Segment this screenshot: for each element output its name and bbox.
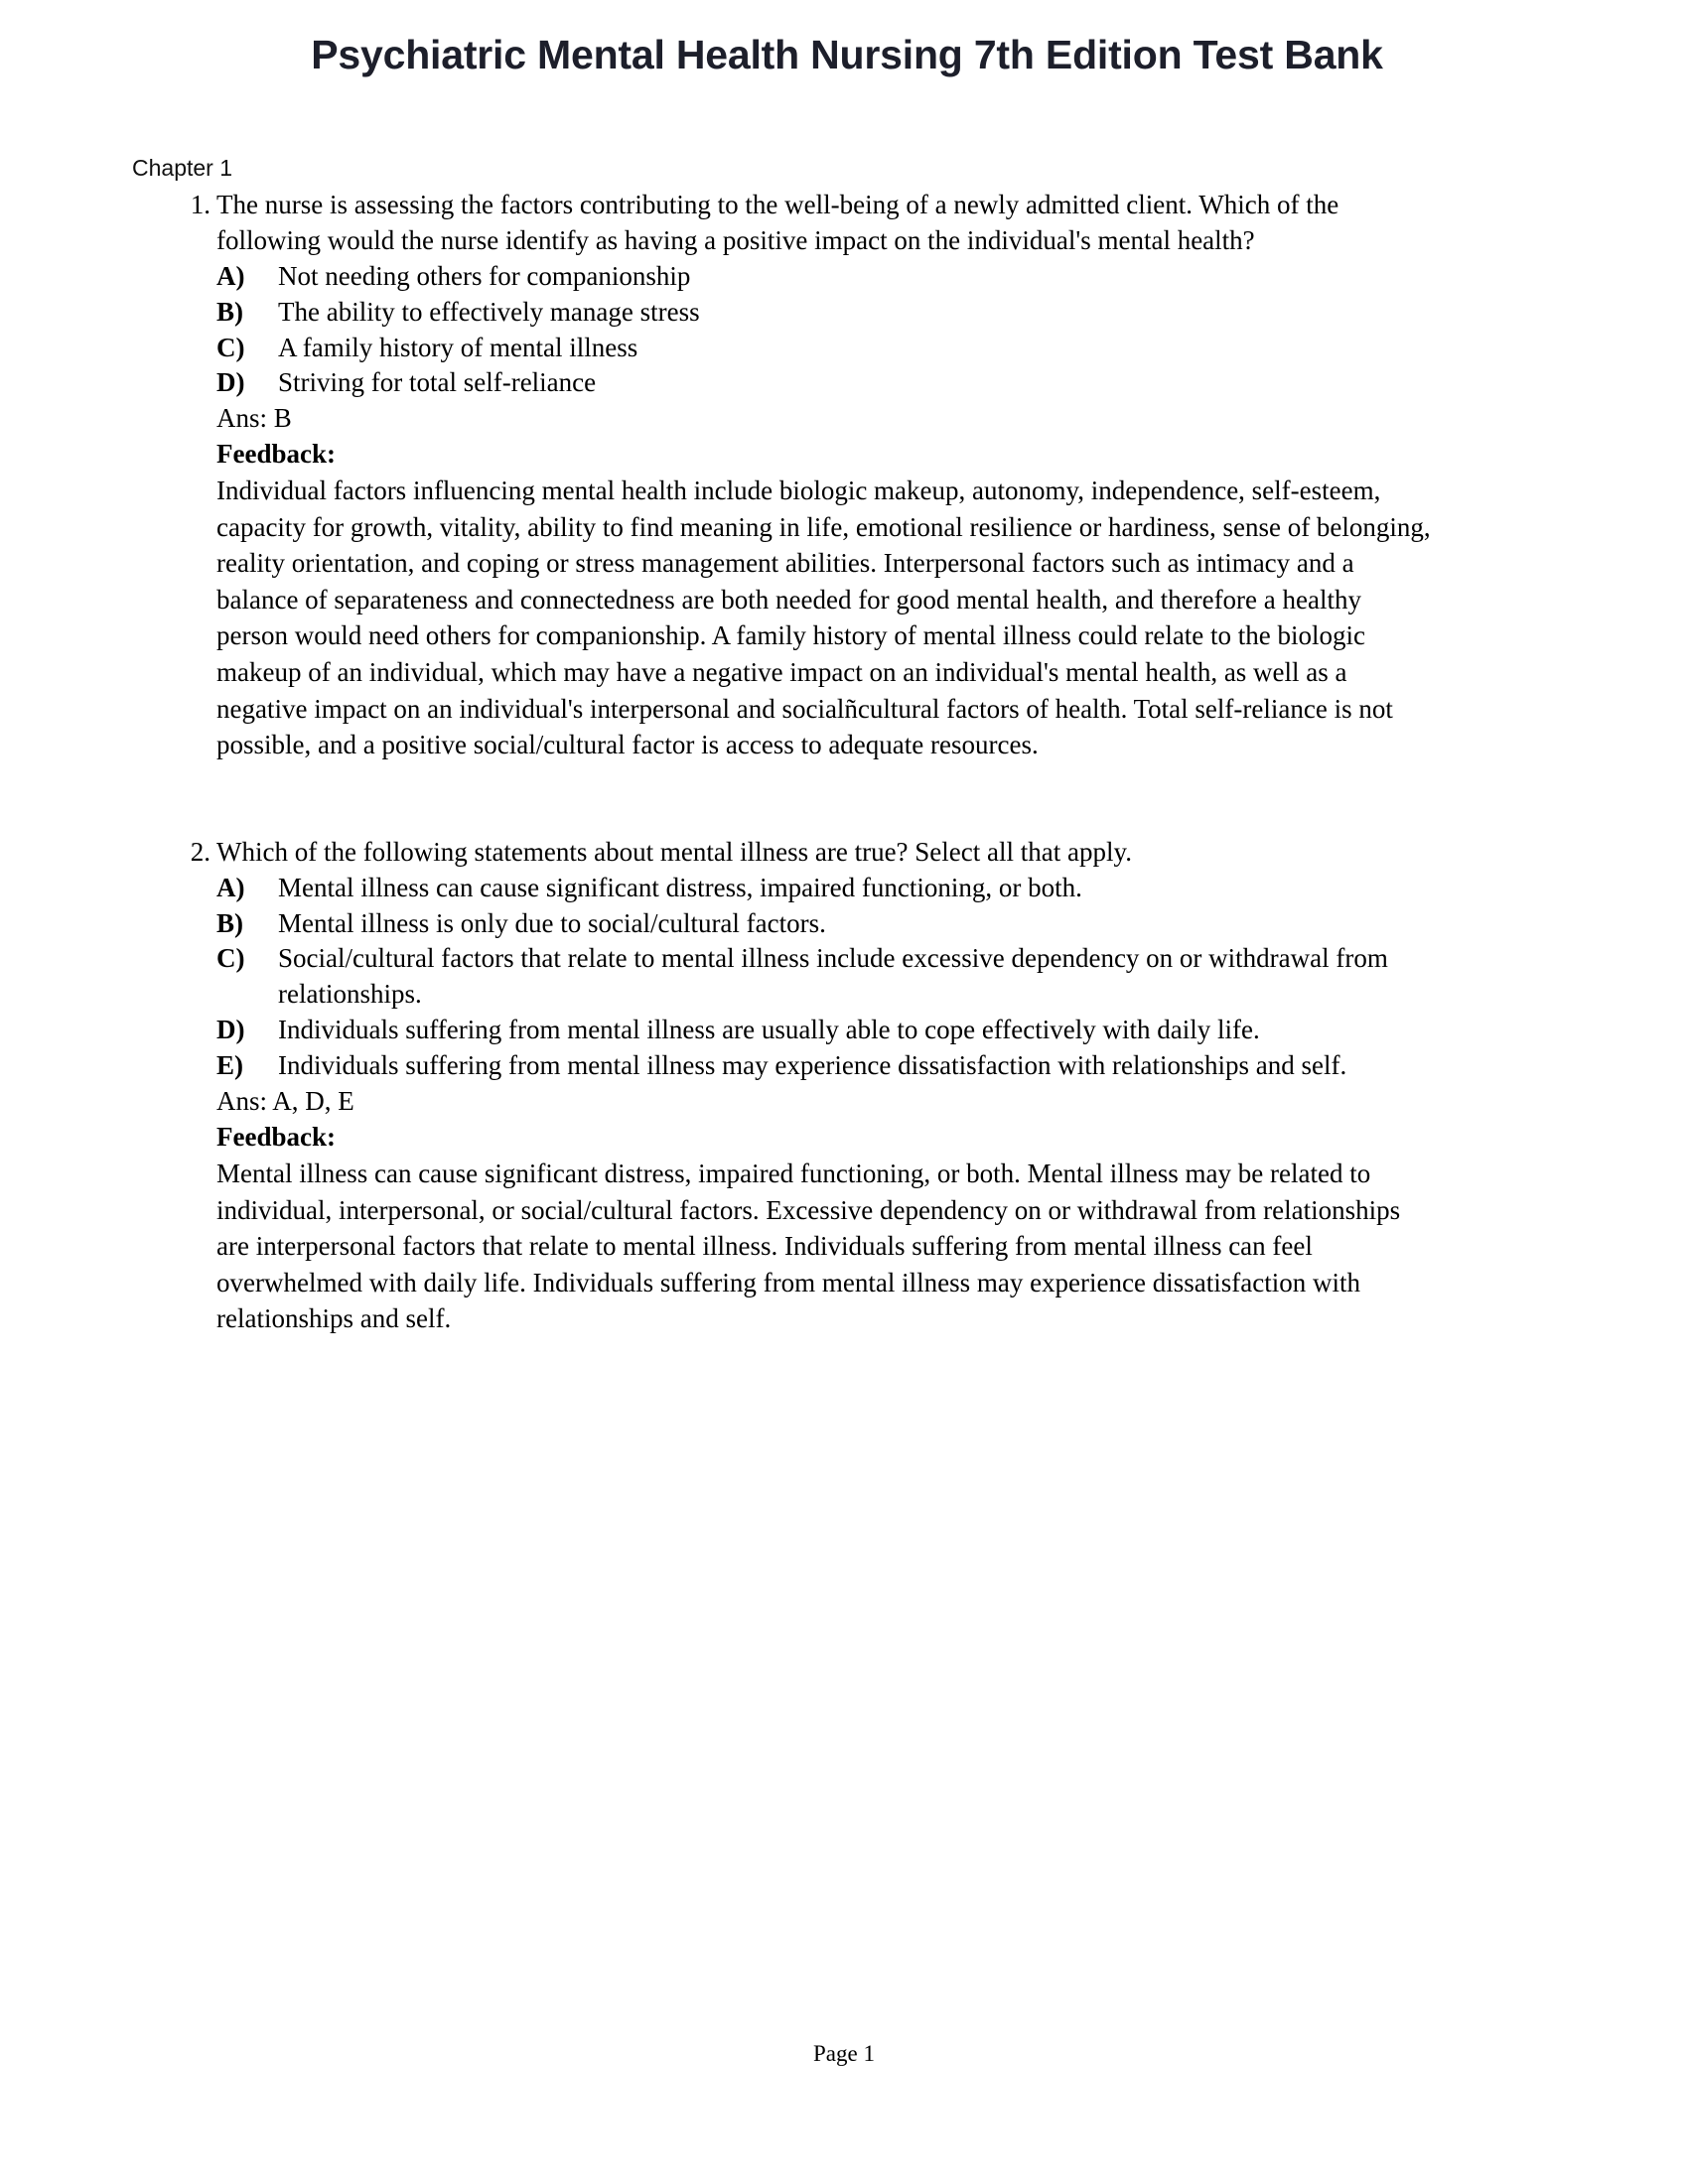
answer-option-text: Not needing others for companionship (278, 260, 691, 291)
answer-option-letter: A) (216, 872, 245, 902)
feedback-label: Feedback: (216, 1122, 336, 1153)
answer-option[interactable] (216, 259, 1433, 295)
answer-option[interactable] (216, 1013, 1433, 1048)
chapter-heading: Chapter 1 (132, 155, 233, 181)
question-item (132, 835, 1433, 1337)
answer-option[interactable] (216, 331, 1433, 366)
answer-option-text: Striving for total self-reliance (278, 367, 597, 398)
answer-option-letter: E) (216, 1050, 243, 1081)
question-stem: The nurse is assessing the factors contributing to the well-being of a newly admitted client. Which of the following would the nurse identify as having a positive impact on the individual's mental health? (216, 189, 1339, 255)
answer-option-text: Social/cultural factors that relate to mental illness include excessive dependency on or withdrawal from relationships. (278, 943, 1388, 1010)
answer-option[interactable] (216, 1048, 1433, 1084)
answer-option-text: Mental illness is only due to social/cultural factors. (278, 907, 826, 938)
question-list (132, 188, 1433, 1337)
question-item (132, 188, 1433, 763)
answer-option[interactable] (216, 295, 1433, 331)
answer-option-letter: D) (216, 1015, 245, 1045)
answer-option-text: A family history of mental illness (278, 332, 638, 362)
answer-option-letter: C) (216, 943, 245, 974)
page-title: Psychiatric Mental Health Nursing 7th Edition Test Bank (311, 32, 1383, 77)
document-body (132, 154, 1433, 1337)
answer-option-list (216, 259, 1433, 402)
answer-option-letter: B) (216, 907, 243, 938)
answer-option-letter: A) (216, 260, 245, 291)
answer-option-text: Individuals suffering from mental illness are usually able to cope effectively with daily life. (278, 1015, 1260, 1045)
answer-option-letter: D) (216, 367, 245, 398)
answer-option-list (216, 871, 1433, 1084)
answer-option-text: The ability to effectively manage stress (278, 296, 700, 327)
question-stem: Which of the following statements about mental illness are true? Select all that apply. (216, 836, 1132, 867)
answer-key: Ans: A, D, E (216, 1086, 354, 1117)
answer-option-letter: B) (216, 296, 243, 327)
page-footer: Page 1 (813, 2041, 875, 2066)
question-number: 2. (190, 836, 211, 867)
answer-option[interactable] (216, 941, 1433, 1013)
answer-option-letter: C) (216, 332, 245, 362)
answer-option[interactable] (216, 365, 1433, 401)
answer-key: Ans: B (216, 403, 292, 434)
answer-option[interactable] (216, 906, 1433, 942)
feedback-text: Mental illness can cause significant distress, impaired functioning, or both. Mental illness may be related to individual, interpersonal, or social/cultural factors. Excessive dependency on or withdrawal from relationships are interpersonal factors that relate to mental illness. Individuals suffering from mental illness can feel overwhelmed with daily life. Individuals suffering from mental illness may experience dissatisfaction with relationships and self. (216, 1158, 1401, 1334)
question-number: 1. (190, 189, 211, 219)
feedback-text: Individual factors influencing mental health include biologic makeup, autonomy, independence, self-esteem, capacity for growth, vitality, ability to find meaning in life, emotional resilience or hardiness, sense of belonging, reality orientation, and coping or stress management abilities. Interpersonal factors such as intimacy and a balance of separateness and connectedness are both needed for good mental health, and therefore a healthy person would need others for companionship. A family history of mental illness could relate to the biologic makeup of an individual, which may have a negative impact on an individual's mental health, as well as a negative impact on an individual's interpersonal and socialñcultural factors of health. Total self-reliance is not possible, and a positive social/cultural factor is access to adequate resources. (216, 476, 1431, 760)
answer-option-text: Individuals suffering from mental illness may experience dissatisfaction with relationships and self. (278, 1050, 1347, 1081)
answer-option-text: Mental illness can cause significant distress, impaired functioning, or both. (278, 872, 1082, 902)
answer-option[interactable] (216, 871, 1433, 906)
feedback-label: Feedback: (216, 439, 336, 470)
